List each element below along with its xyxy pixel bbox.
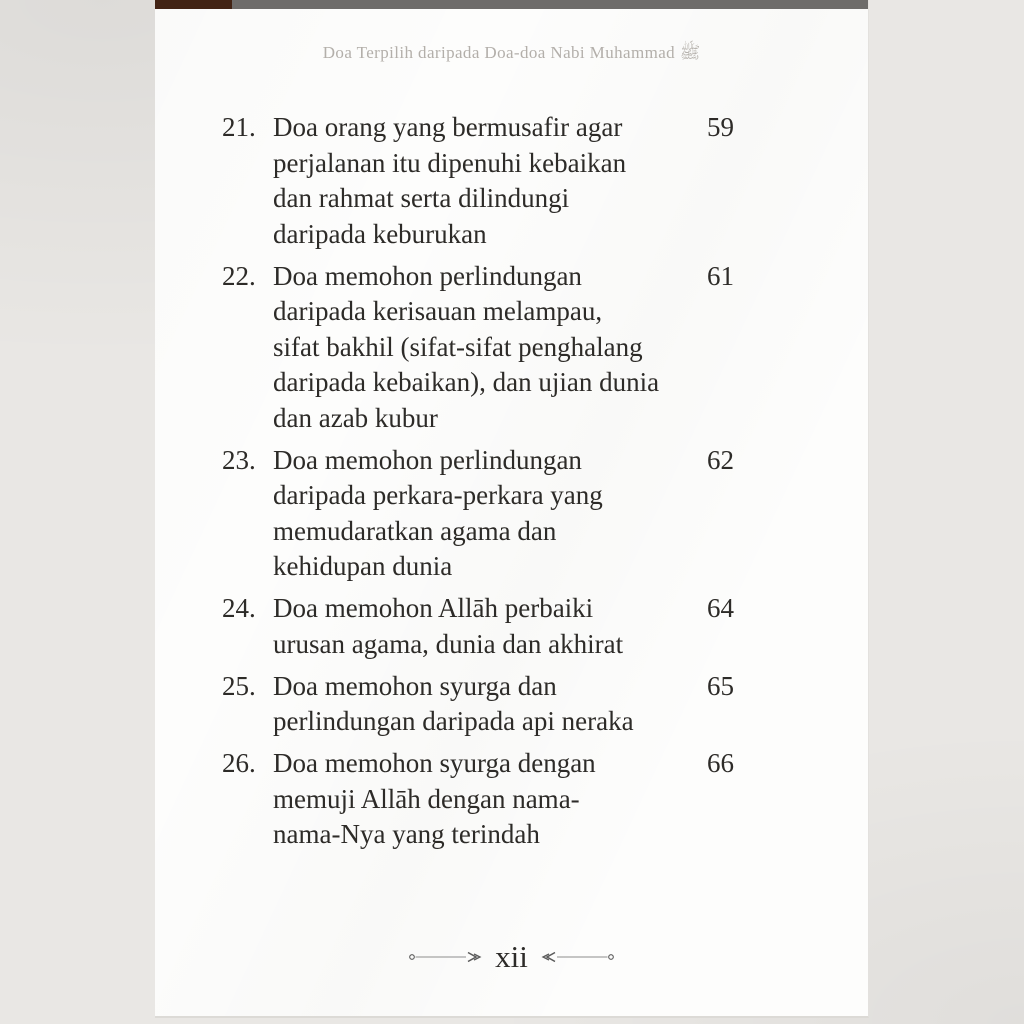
book-page: [155, 0, 869, 1018]
toc-entry: [222, 669, 734, 740]
toc-entry-page-number: 61: [707, 260, 734, 291]
page-footer: [155, 940, 868, 974]
toc-entry-number: 21.: [222, 112, 256, 142]
toc-entry-title: [273, 110, 671, 252]
toc-entry-title-line: memudaratkan agama dan: [273, 515, 557, 546]
toc-entry-title: [273, 669, 671, 740]
toc-entry-title-line: nama-Nya yang terindah: [273, 819, 540, 849]
toc-entry-title-line: memuji Allāh dengan nama-: [273, 783, 580, 814]
toc-entry-title-line: perjalanan itu dipenuhi kebaikan: [273, 147, 627, 178]
toc-entry-title-line: Doa memohon syurga dengan: [273, 748, 596, 778]
cover-edge-gray-strip: [232, 0, 868, 9]
left-arrow-ornament-icon: [407, 949, 487, 965]
toc-entry: [222, 591, 734, 662]
toc-entry: [222, 110, 734, 252]
toc-entry: [222, 746, 734, 853]
toc-entry-title-line: Doa memohon Allāh perbaiki: [273, 593, 594, 623]
toc-entry-title-line: perlindungan daripada api neraka: [273, 706, 634, 736]
toc-entry-page-number: 62: [707, 444, 734, 475]
toc-entry-title: [273, 259, 671, 437]
toc-entry-page-number: 64: [707, 593, 734, 623]
toc-entry-title-line: dan azab kubur: [273, 402, 438, 433]
table-of-contents: [222, 110, 734, 859]
toc-entry-title: [273, 591, 671, 662]
page-top-edge: [155, 0, 868, 9]
running-header: Doa Terpilih daripada Doa-doa Nabi Muhammad ﷺ: [322, 43, 701, 62]
toc-entry-title: [273, 443, 671, 585]
toc-entry: [222, 259, 734, 437]
toc-entry-title-line: urusan agama, dunia dan akhirat: [273, 628, 624, 659]
toc-entry-title-line: Doa memohon perlindungan: [273, 444, 582, 475]
toc-entry-number: 23.: [222, 444, 256, 475]
toc-entry-number: 25.: [222, 670, 256, 701]
toc-entry-title-line: daripada keburukan: [273, 218, 487, 249]
toc-entry-title-line: Doa memohon perlindungan: [273, 260, 582, 291]
toc-entry-title-line: Doa memohon syurga dan: [273, 670, 557, 701]
toc-entry-page-number: 65: [707, 670, 734, 701]
toc-entry-title-line: daripada perkara-perkara yang: [273, 480, 603, 510]
toc-entry-title-line: dan rahmat serta dilindungi: [273, 183, 570, 213]
toc-entry-title-line: sifat bakhil (sifat-sifat penghalang: [273, 331, 643, 362]
toc-entry-page-number: 66: [707, 748, 734, 778]
cover-edge-brown-strip: [155, 0, 232, 9]
toc-entry-number: 26.: [222, 748, 256, 778]
right-arrow-ornament-icon: [536, 949, 616, 965]
toc-entry-title-line: daripada kerisauan melampau,: [273, 296, 603, 326]
toc-entry: [222, 443, 734, 585]
toc-entry-title: [273, 746, 671, 853]
toc-entry-title-line: kehidupan dunia: [273, 551, 453, 581]
toc-entry-page-number: 59: [707, 112, 734, 142]
folio-page-number: xii: [495, 939, 528, 974]
toc-entry-number: 24.: [222, 593, 256, 623]
toc-entry-title-line: daripada kebaikan), dan ujian dunia: [273, 367, 660, 397]
toc-entry-title-line: Doa orang yang bermusafir agar: [273, 112, 623, 142]
toc-entry-number: 22.: [222, 260, 256, 291]
